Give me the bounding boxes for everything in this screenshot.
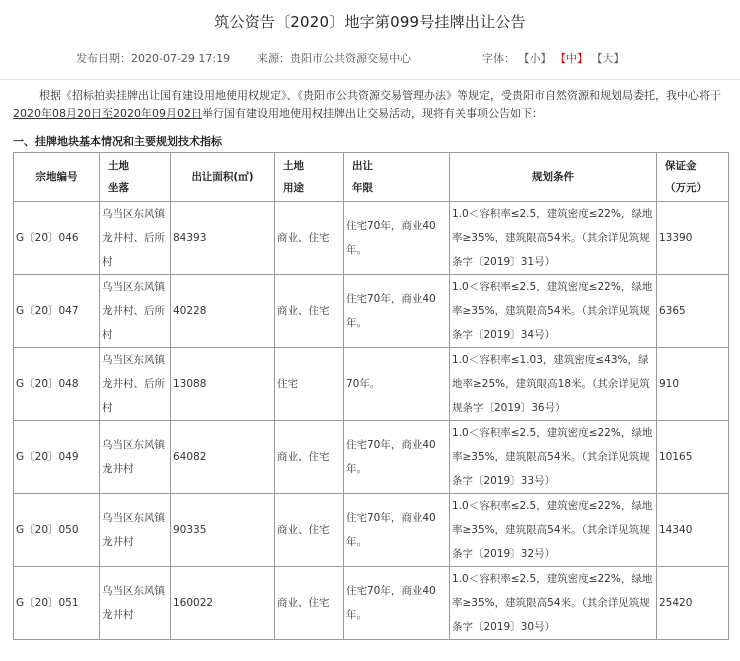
cell-area: 40228 xyxy=(171,275,275,348)
cell-plan: 1.0＜容积率≤2.5，建筑密度≤22%，绿地率≥35%，建筑限高54米。（其余详见筑规条字〔2019〕31号） xyxy=(450,202,657,275)
cell-term: 住宅70年，商业40年。 xyxy=(344,275,450,348)
section-title: 一、挂牌地块基本情况和主要规划技术指标 xyxy=(13,135,222,148)
header-use: 土地 用途 xyxy=(275,153,344,202)
cell-use: 商业、住宅 xyxy=(275,202,344,275)
cell-code: G〔20〕051 xyxy=(14,567,100,640)
header-location: 土地 坐落 xyxy=(100,153,171,202)
table-header-row xyxy=(14,153,729,202)
cell-term: 70年。 xyxy=(344,348,450,421)
cell-code: G〔20〕050 xyxy=(14,494,100,567)
table-row xyxy=(14,494,729,567)
header-deposit: 保证金 （万元） xyxy=(657,153,729,202)
cell-location: 乌当区东风镇龙井村 xyxy=(100,567,171,640)
intro-line-2-text: 举行国有建设用地使用权挂牌出让交易活动，现将有关事项公告如下： xyxy=(201,107,543,120)
intro-paragraph xyxy=(13,87,727,123)
cell-code: G〔20〕048 xyxy=(14,348,100,421)
header-divider xyxy=(0,79,740,80)
font-medium-button[interactable]: 【中】 xyxy=(555,52,588,65)
cell-term: 住宅70年，商业40年。 xyxy=(344,567,450,640)
cell-use: 商业、住宅 xyxy=(275,421,344,494)
cell-code: G〔20〕049 xyxy=(14,421,100,494)
header-plan: 规划条件 xyxy=(450,153,657,202)
header-code: 宗地编号 xyxy=(14,153,100,202)
cell-plan: 1.0＜容积率≤2.5，建筑密度≤22%，绿地率≥35%，建筑限高54米。（其余详见筑规条字〔2019〕34号） xyxy=(450,275,657,348)
cell-term: 住宅70年，商业40年。 xyxy=(344,202,450,275)
cell-plan: 1.0＜容积率≤2.5，建筑密度≤22%，绿地率≥35%，建筑限高54米。（其余详见筑规条字〔2019〕32号） xyxy=(450,494,657,567)
cell-term: 住宅70年，商业40年。 xyxy=(344,494,450,567)
font-size-switcher xyxy=(482,52,625,66)
font-large-button[interactable]: 【大】 xyxy=(591,52,625,65)
cell-area: 64082 xyxy=(171,421,275,494)
intro-line-1: 根据《招标拍卖挂牌出让国有建设用地使用权规定》、《贵阳市公共资源交易管理办法》等规定，受贵阳市自然资源和规划局委托，我中心将于 xyxy=(39,89,721,102)
cell-deposit: 10165 xyxy=(657,421,729,494)
font-size-label: 字体： xyxy=(482,52,515,65)
font-small-button[interactable]: 【小】 xyxy=(518,52,552,65)
intro-line-2 xyxy=(13,105,727,123)
cell-area: 160022 xyxy=(171,567,275,640)
header-area: 出让面积(㎡) xyxy=(171,153,275,202)
cell-location: 乌当区东风镇龙井村 xyxy=(100,494,171,567)
cell-use: 商业、住宅 xyxy=(275,567,344,640)
cell-area: 13088 xyxy=(171,348,275,421)
cell-deposit: 14340 xyxy=(657,494,729,567)
cell-use: 商业、住宅 xyxy=(275,275,344,348)
cell-use: 商业、住宅 xyxy=(275,494,344,567)
cell-location: 乌当区东风镇龙井村、后所村 xyxy=(100,348,171,421)
cell-code: G〔20〕046 xyxy=(14,202,100,275)
table-row xyxy=(14,275,729,348)
cell-area: 84393 xyxy=(171,202,275,275)
table-row xyxy=(14,421,729,494)
cell-plan: 1.0＜容积率≤2.5，建筑密度≤22%，绿地率≥35%，建筑限高54米。（其余详见筑规条字〔2019〕30号） xyxy=(450,567,657,640)
cell-area: 90335 xyxy=(171,494,275,567)
cell-deposit: 910 xyxy=(657,348,729,421)
cell-plan: 1.0＜容积率≤2.5，建筑密度≤22%，绿地率≥35%，建筑限高54米。（其余详见筑规条字〔2019〕33号） xyxy=(450,421,657,494)
table-row xyxy=(14,202,729,275)
cell-deposit: 25420 xyxy=(657,567,729,640)
publish-date: 发布日期：2020-07-29 17:19 xyxy=(76,52,231,65)
cell-deposit: 13390 xyxy=(657,202,729,275)
cell-term: 住宅70年，商业40年。 xyxy=(344,421,450,494)
cell-code: G〔20〕047 xyxy=(14,275,100,348)
parcel-table xyxy=(13,152,729,640)
cell-location: 乌当区东风镇龙井村、后所村 xyxy=(100,202,171,275)
cell-plan: 1.0＜容积率≤1.03，建筑密度≤43%，绿地率≥25%，建筑限高18米。（其余详见筑规条字〔2019〕36号） xyxy=(450,348,657,421)
table-row xyxy=(14,567,729,640)
source-label: 来源：贵阳市公共资源交易中心 xyxy=(257,52,411,65)
table-row xyxy=(14,348,729,421)
page-title: 筑公资告〔2020〕地字第099号挂牌出让公告 xyxy=(214,13,526,31)
header-term: 出让 年限 xyxy=(344,153,450,202)
cell-use: 住宅 xyxy=(275,348,344,421)
cell-deposit: 6365 xyxy=(657,275,729,348)
transaction-dates: 2020年08月20日至2020年09月02日 xyxy=(13,107,202,120)
cell-location: 乌当区东风镇龙井村 xyxy=(100,421,171,494)
cell-location: 乌当区东风镇龙井村、后所村 xyxy=(100,275,171,348)
